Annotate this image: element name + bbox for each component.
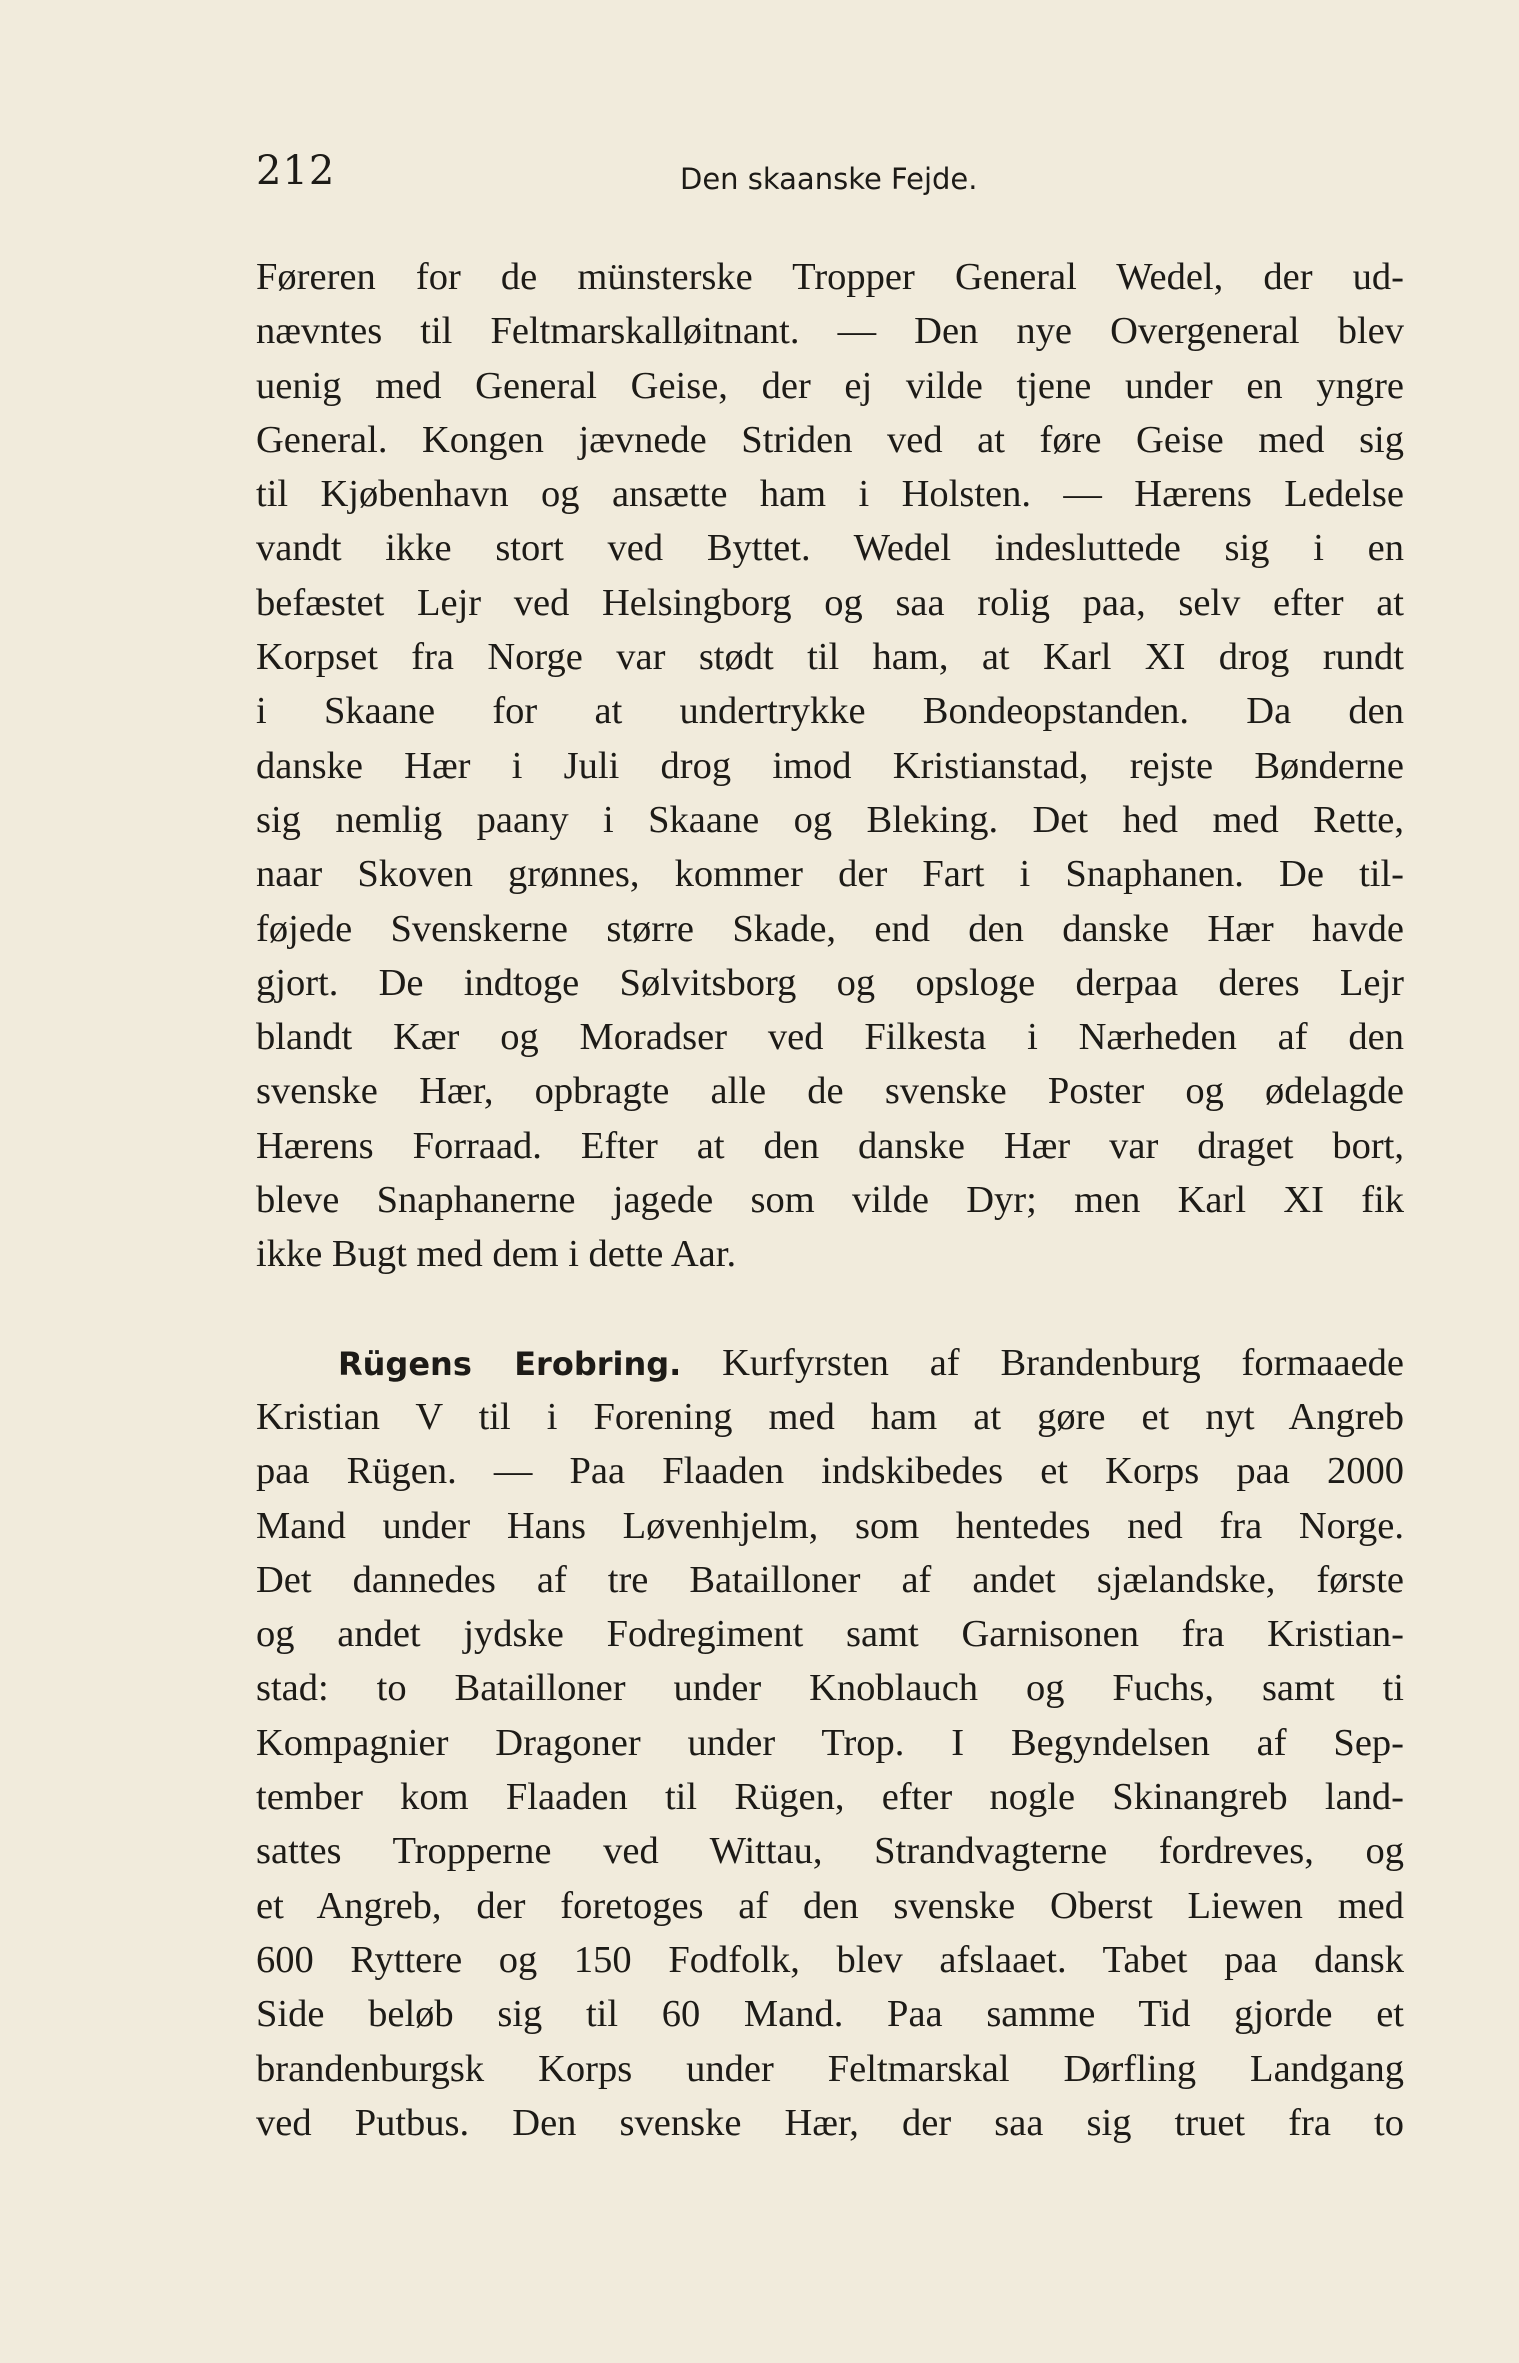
- text-line: General. Kongen jævnede Striden ved at føre Geise med sig: [256, 418, 1404, 461]
- text-line: Side beløb sig til 60 Mand. Paa samme Tid gjorde et: [256, 1993, 1404, 2036]
- running-head: Den skaanske Fejde.: [680, 162, 978, 196]
- text-line: Korpset fra Norge var stødt til ham, at Karl XI drog rundt: [256, 636, 1404, 679]
- paragraph: [256, 1336, 1404, 2150]
- text-line: tember kom Flaaden til Rügen, efter nogle Skinangreb land-: [256, 1776, 1404, 1819]
- text-line: stad: to Batailloner under Knoblauch og Fuchs, samt ti: [256, 1667, 1404, 1710]
- text-line: nævntes til Feltmarskalløitnant. — Den nye Overgeneral blev: [256, 310, 1404, 353]
- text-run: Kurfyrsten af Brandenburg formaaede: [722, 1341, 1404, 1384]
- text-line: ved Putbus. Den svenske Hær, der saa sig truet fra to: [256, 2101, 1404, 2144]
- text-line: til Kjøbenhavn og ansætte ham i Holsten. — Hærens Ledelse: [256, 473, 1404, 516]
- text-line: gjort. De indtoge Sølvitsborg og opsloge derpaa deres Lejr: [256, 961, 1404, 1004]
- body-text: [256, 250, 1404, 2150]
- text-line: naar Skoven grønnes, kommer der Fart i Snaphanen. De til-: [256, 853, 1404, 896]
- text-line: sig nemlig paany i Skaane og Bleking. Det hed med Rette,: [256, 798, 1404, 841]
- paragraph-gap: [256, 1282, 1404, 1336]
- text-line: Føreren for de münsterske Tropper General Wedel, der ud-: [256, 256, 1404, 298]
- text-line: befæstet Lejr ved Helsingborg og saa rolig paa, selv efter at: [256, 581, 1404, 624]
- text-line: sattes Tropperne ved Wittau, Strandvagterne fordreves, og: [256, 1830, 1404, 1873]
- text-line: og andet jydske Fodregiment samt Garnisonen fra Kristian-: [256, 1613, 1404, 1656]
- text-line: [256, 1336, 1404, 1390]
- text-line: føjede Svenskerne større Skade, end den danske Hær havde: [256, 907, 1404, 950]
- text-line: Hærens Forraad. Efter at den danske Hær var draget bort,: [256, 1124, 1404, 1167]
- text-line: blandt Kær og Moradser ved Filkesta i Nærheden af den: [256, 1016, 1404, 1059]
- text-line: Kristian V til i Forening med ham at gøre et nyt Angreb: [256, 1395, 1404, 1438]
- text-line: danske Hær i Juli drog imod Kristianstad, rejste Bønderne: [256, 744, 1404, 787]
- text-line: i Skaane for at undertrykke Bondeopstanden. Da den: [256, 690, 1404, 733]
- text-line: ikke Bugt med dem i dette Aar.: [256, 1233, 737, 1276]
- text-line: svenske Hær, opbragte alle de svenske Poster og ødelagde: [256, 1070, 1404, 1113]
- text-line: Det dannedes af tre Batailloner af andet sjælandske, første: [256, 1558, 1404, 1601]
- paragraph: [256, 250, 1404, 1282]
- text-line: vandt ikke stort ved Byttet. Wedel indesluttede sig i en: [256, 527, 1404, 570]
- text-line: et Angreb, der foretoges af den svenske Oberst Liewen med: [256, 1884, 1404, 1927]
- text-line: uenig med General Geise, der ej vilde tjene under en yngre: [256, 364, 1404, 407]
- page-header: [256, 148, 1396, 208]
- section-sidehead: Rügens Erobring.: [338, 1344, 682, 1383]
- text-line: brandenburgsk Korps under Feltmarskal Dørfling Landgang: [256, 2047, 1404, 2090]
- text-line: Kompagnier Dragoner under Trop. I Begyndelsen af Sep-: [256, 1721, 1404, 1764]
- text-line: Mand under Hans Løvenhjelm, som hentedes ned fra Norge.: [256, 1504, 1404, 1547]
- page-number: 212: [256, 148, 336, 194]
- text-line: 600 Ryttere og 150 Fodfolk, blev afslaaet. Tabet paa dansk: [256, 1938, 1404, 1981]
- text-line: bleve Snaphanerne jagede som vilde Dyr; men Karl XI fik: [256, 1179, 1404, 1222]
- text-line: paa Rügen. — Paa Flaaden indskibedes et Korps paa 2000: [256, 1450, 1404, 1493]
